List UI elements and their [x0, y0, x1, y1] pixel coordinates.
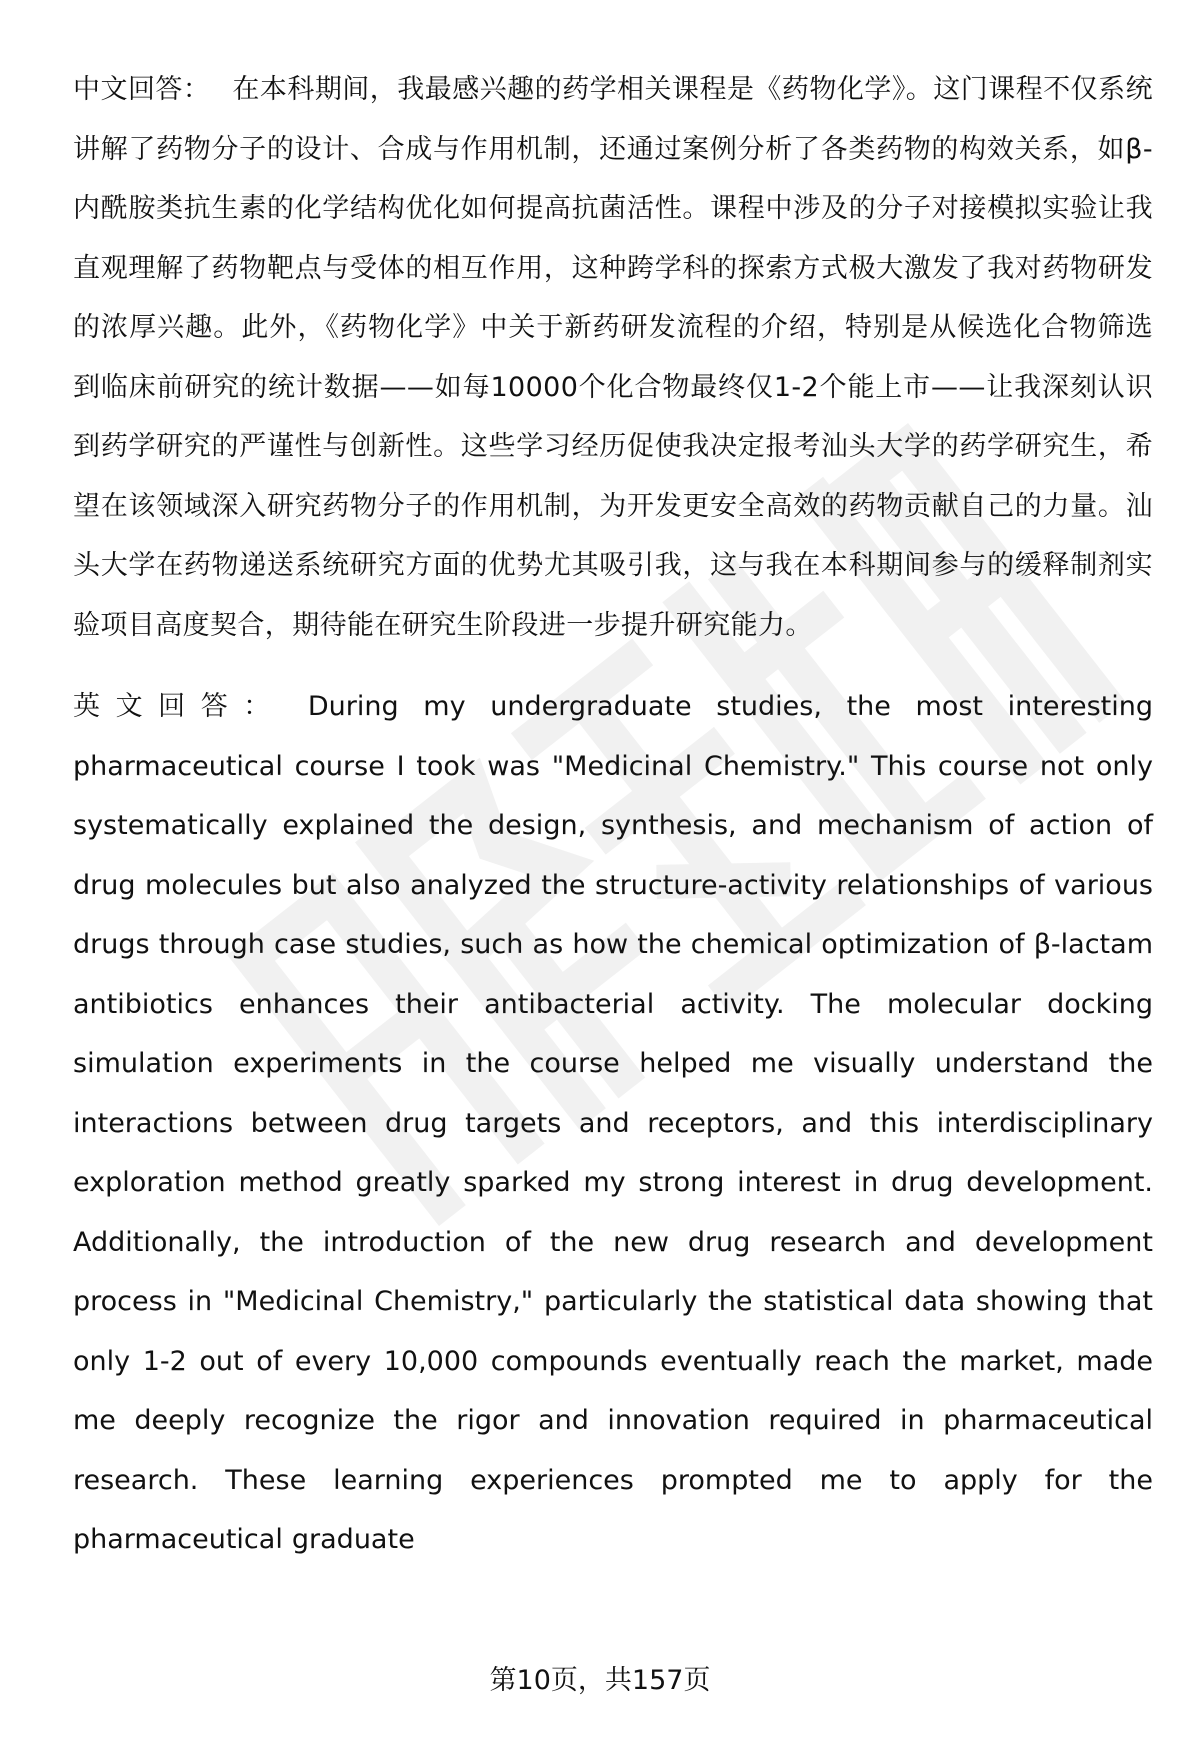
english-answer-text: During my undergraduate studies, the most interesting pharmaceutical course I took was "Medicinal Chemistry." This course not only systematically explained the design, synthesis, and mechanism of action of drug molecules but also analyzed the structure-activity relationships of various drugs through case studies, such as how the chemical optimization of β-lactam antibiotics enhances their antibacterial activity. The molecular docking simulation experiments in the course helped me visually understand the interactions between drug targets and receptors, and this interdisciplinary exploration method greatly sparked my strong interest in drug development. Additionally, the introduction of the new drug research and development process in "Medicinal Chemistry," particularly the statistical data showing that only 1-2 out of every 10,000 compounds eventually reach the market, made me deeply recognize the rigor and innovation required in pharmaceutical research. These learning experiences prompted me to apply for the pharmaceutical graduate	[73, 691, 1154, 1555]
english-answer-label: 英文回答：	[73, 691, 286, 722]
chinese-answer-text: 在本科期间，我最感兴趣的药学相关课程是《药物化学》。这门课程不仅系统讲解了药物分子的设计、合成与作用机制，还通过案例分析了各类药物的构效关系，如β-内酰胺类抗生素的化学结构优化如何提高抗菌活性。课程中涉及的分子对接模拟实验让我直观理解了药物靶点与受体的相互作用，这种跨学科的探索方式极大激发了我对药物研发的浓厚兴趣。此外，《药物化学》中关于新药研发流程的介绍，特别是从候选化合物筛选到临床前研究的统计数据——如每10000个化合物最终仅1-2个能上市——让我深刻认识到药学研究的严谨性与创新性。这些学习经历促使我决定报考汕头大学的药学研究生，希望在该领域深入研究药物分子的作用机制，为开发更安全高效的药物贡献自己的力量。汕头大学在药物递送系统研究方面的优势尤其吸引我，这与我在本科期间参与的缓释制剂实验项目高度契合，期待能在研究生阶段进一步提升研究能力。	[73, 74, 1153, 641]
chinese-answer-label: 中文回答：	[73, 74, 211, 105]
document-body	[73, 60, 1153, 1570]
page-footer	[0, 1661, 1200, 1701]
chinese-answer-paragraph	[73, 60, 1153, 655]
page-number-indicator: 第10页，共157页	[489, 1665, 711, 1696]
english-answer-paragraph	[73, 677, 1153, 1570]
